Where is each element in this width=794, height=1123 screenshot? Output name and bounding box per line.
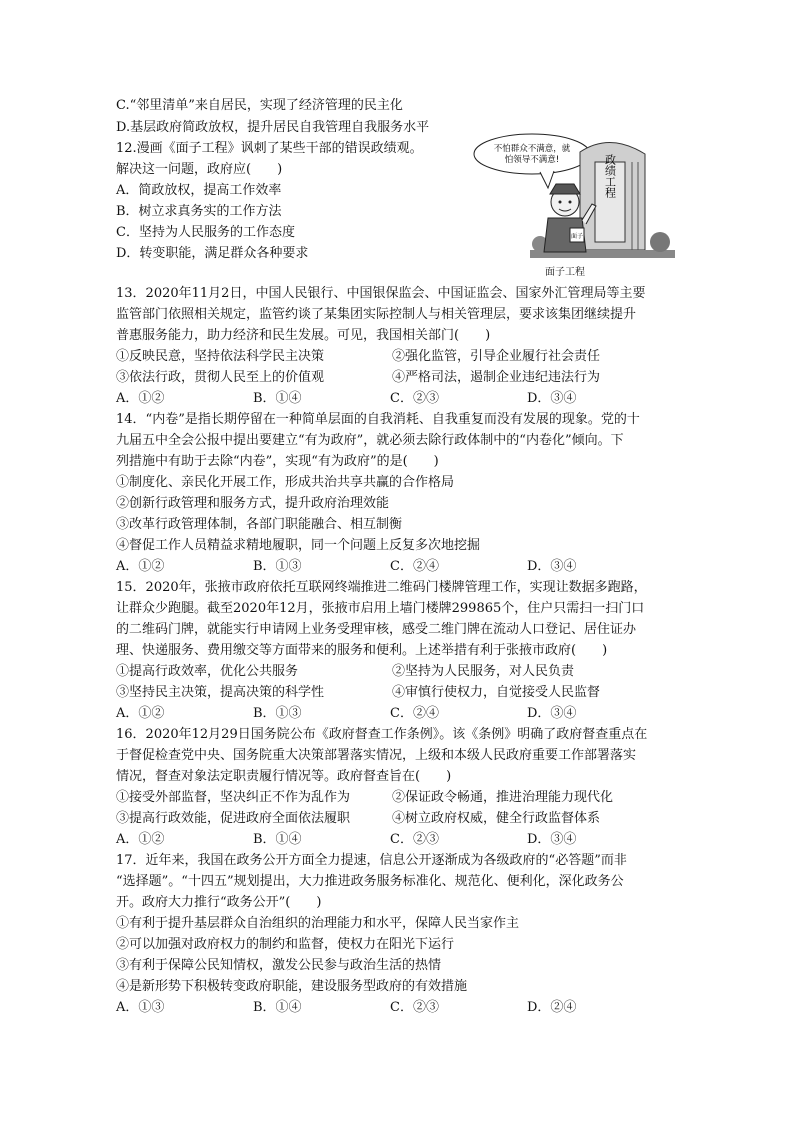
q17-stem-2: “选择题”。“十四五”规划提出，大力推进政务服务标准化、规范化、便利化，深化政务公 [116, 874, 624, 889]
cartoon-image [470, 132, 675, 278]
q15-option-c: C．②④ [390, 706, 439, 721]
q12-stem: 12.漫画《面子工程》讽刺了某些干部的错误政绩观。 [116, 141, 423, 156]
q15-option-d: D．③④ [527, 706, 577, 721]
q13-stem-2: 监管部门依照相关规定，监管约谈了某集团实际控制人与相关管理层，要求该集团继续提升 [116, 307, 637, 322]
q17-statement-4: ④是新形势下积极转变政府职能，建设服务型政府的有效措施 [116, 979, 468, 994]
q14-stem-2: 九届五中全会公报中提出要建立“有为政府”，就必须去除行政体制中的“内卷化”倾向。下 [116, 433, 624, 448]
bubble-line-1: 不怕群众不满意，就 [493, 144, 571, 154]
q15-statement-4: ④审慎行使权力，自觉接受人民监督 [392, 685, 601, 700]
q17-stem-3: 开。政府大力推行“政务公开”( ) [116, 895, 322, 910]
q17-statement-3: ③有利于保障公民知情权，激发公民参与政治生活的热情 [116, 958, 442, 973]
q13-stem-3: 普惠服务能力，助力经济和民生发展。可见，我国相关部门( ) [116, 328, 491, 343]
q16-statement-2: ②保证政令畅通，推进治理能力现代化 [392, 790, 614, 805]
q13-statement-3: ③依法行政，贯彻人民至上的价值观 [116, 370, 325, 385]
q11-option-d: D.基层政府简政放权，提升居民自我管理自我服务水平 [116, 120, 430, 135]
building-text: 政绩工程 [603, 154, 617, 198]
q11-option-c: C.“邻里清单”来自居民，实现了经济管理的民主化 [116, 98, 403, 113]
q13-stem-1: 13．2020年11月2日，中国人民银行、中国银保监会、中国证监会、国家外汇管理局等主要 [116, 286, 646, 301]
q12-option-a: A．简政放权，提高工作效率 [116, 183, 282, 198]
q12-option-c: C．坚持为人民服务的工作态度 [116, 225, 295, 240]
q16-option-a: A．①② [116, 832, 165, 847]
q15-stem-4: 理、快递服务、费用缴交等方面带来的服务和便利。上述举措有利于张掖市政府( ) [116, 643, 608, 658]
q13-option-a: A．①② [116, 391, 165, 406]
q16-statement-3: ③提高行政效能，促进政府全面依法履职 [116, 811, 351, 826]
q14-statement-2: ②创新行政管理和服务方式，提升政府治理效能 [116, 496, 390, 511]
q17-option-c: C．②③ [390, 1000, 439, 1015]
q13-statement-2: ②强化监管，引导企业履行社会责任 [392, 349, 601, 364]
q14-stem-1: 14．“内卷”是指长期停留在一种简单层面的自我消耗、自我重复而没有发展的现象。党的十 [116, 412, 640, 427]
q14-statement-1: ①制度化、亲民化开展工作，形成共治共享共赢的合作格局 [116, 475, 455, 490]
q14-option-d: D．③④ [527, 559, 577, 574]
q15-statement-1: ①提高行政效率，优化公共服务 [116, 664, 299, 679]
q14-statement-3: ③改革行政管理体制，各部门职能融合、相互制衡 [116, 517, 403, 532]
q13-option-b: B．①④ [253, 391, 302, 406]
q13-statement-1: ①反映民意，坚持依法科学民主决策 [116, 349, 325, 364]
q14-stem-3: 列措施中有助于去除“内卷”，实现“有为政府”的是( ) [116, 454, 439, 469]
q16-stem-3: 情况，督查对象法定职责履行情况等。政府督查旨在( ) [116, 769, 452, 784]
q13-option-d: D．③④ [527, 391, 577, 406]
q14-option-a: A．①② [116, 559, 165, 574]
q15-option-a: A．①② [116, 706, 165, 721]
q15-stem-2: 让群众少跑腿。截至2020年12月，张掖市启用上墙门楼牌299865个，住户只需扫一扫门口 [116, 601, 645, 616]
q12-stem-cont: 解决这一问题，政府应( ) [116, 162, 283, 177]
q17-option-b: B．①④ [253, 1000, 302, 1015]
q12-option-d: D．转变职能，满足群众各种要求 [116, 246, 309, 261]
badge-text: 面子 [570, 233, 584, 240]
q17-stem-1: 17．近年来，我国在政务公开方面全力提速，信息公开逐渐成为各级政府的“必答题”而非 [116, 853, 627, 868]
q16-stem-2: 于督促检查党中央、国务院重大决策部署落实情况，上级和本级人民政府重要工作部署落实 [116, 748, 637, 763]
q16-stem-1: 16．2020年12月29日国务院公布《政府督查工作条例》。该《条例》明确了政府督查重点在 [116, 727, 648, 742]
cartoon-caption: 面子工程 [545, 267, 585, 278]
q13-option-c: C．②③ [390, 391, 439, 406]
q16-option-d: D．③④ [527, 832, 577, 847]
bubble-line-2: 怕领导不满意! [504, 155, 560, 165]
q16-option-b: B．①④ [253, 832, 302, 847]
q12-option-b: B．树立求真务实的工作方法 [116, 204, 282, 219]
q17-statement-2: ②可以加强对政府权力的制约和监督，使权力在阳光下运行 [116, 937, 455, 952]
q14-option-b: B．①③ [253, 559, 302, 574]
q17-option-d: D．②④ [527, 1000, 577, 1015]
q15-option-b: B．①③ [253, 706, 302, 721]
q13-statement-4: ④严格司法，遏制企业违纪违法行为 [392, 370, 601, 385]
q15-stem-3: 的二维码门牌，就能实行申请网上业务受理审核，感受二维门牌在流动人口登记、居住证办 [116, 622, 637, 637]
q17-statement-1: ①有利于提升基层群众自治组织的治理能力和水平，保障人民当家作主 [116, 916, 520, 931]
q15-statement-3: ③坚持民主决策，提高决策的科学性 [116, 685, 325, 700]
q15-stem-1: 15．2020年，张掖市政府依托互联网终端推进二维码门楼牌管理工作，实现让数据多跑路， [116, 580, 647, 595]
q14-option-c: C．②④ [390, 559, 439, 574]
q14-statement-4: ④督促工作人员精益求精地履职，同一个问题上反复多次地挖掘 [116, 538, 481, 553]
q15-statement-2: ②坚持为人民服务，对人民负责 [392, 664, 575, 679]
q16-option-c: C．②③ [390, 832, 439, 847]
q16-statement-1: ①接受外部监督，坚决纠正不作为乱作为 [116, 790, 351, 805]
q16-statement-4: ④树立政府权威，健全行政监督体系 [392, 811, 601, 826]
q17-option-a: A．①③ [116, 1000, 165, 1015]
